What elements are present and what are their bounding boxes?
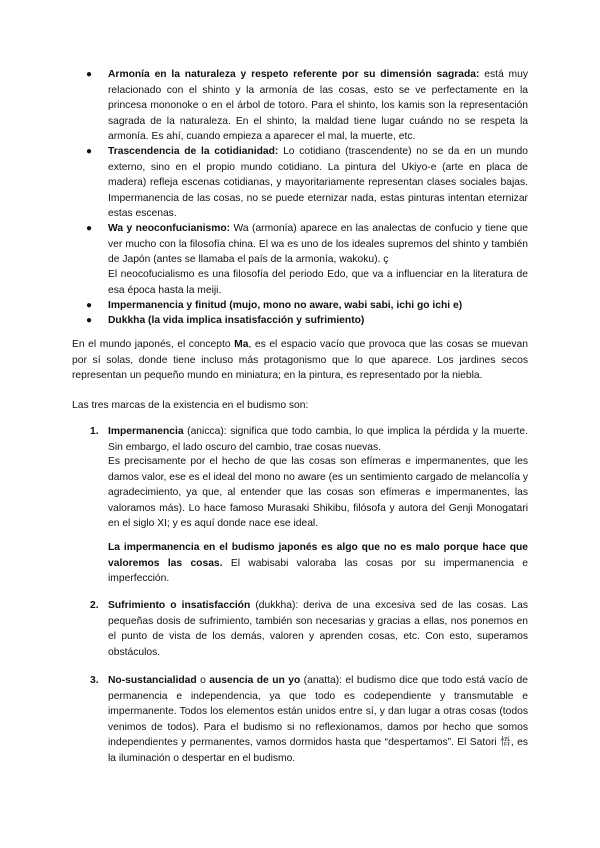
bullet-marker: ● xyxy=(86,223,93,234)
item-emphasis: La impermanencia en el budismo japonés es algo que no es malo porque hace que valoremos las cosas. xyxy=(108,542,528,569)
bullet-item-dukkha xyxy=(108,313,528,329)
item-heading-2: ausencia de un yo xyxy=(209,675,301,686)
bullet-marker: ● xyxy=(86,69,93,80)
numbered-item-sufrimiento xyxy=(108,598,528,660)
bullet-marker: ● xyxy=(86,300,93,311)
item-text: (anatta): el budismo dice que todo está vacío de permanencia e independencia, ya que todo es codependiente y transmutable e impermanente. Todos los elementos están unidos entre sí, y dan lugar a otras cosas (todos venimos de todos). Para el budismo si no reflexionamos, damos por hecho que somos independientes y permanentes, vamos dormidos hasta que “despertamos”. El Satori 悟, es la iluminación o despertar en el budismo. xyxy=(108,675,528,764)
list-number: 1. xyxy=(90,426,99,437)
bullet-text: Lo cotidiano (trascendente) no se da en un mundo externo, sino en el propio mundo cotidiano. La pintura del Ukiyo-e (arte en placa de madera) refleja escenas cotidianas, y mayoritariamente representan clases sociales bajas. Impermanencia de las cosas, no se puede eternizar nada, estas pinturas intentan eternizar estas escenas. xyxy=(108,146,528,219)
bullet-marker: ● xyxy=(86,146,93,157)
bullet-item-wa-extra: El neocofucialismo es una filosofía del periodo Edo, que va a influenciar en la literatura de esa época hasta la meiji. xyxy=(108,269,528,296)
bullet-heading: Impermanencia y finitud (mujo, mono no aware, wabi sabi, ichi go ichi e) xyxy=(108,300,463,311)
bullet-marker: ● xyxy=(86,315,93,326)
item-connector: o xyxy=(196,675,210,686)
bullet-item-cotidianidad xyxy=(108,144,528,222)
ma-text-pre: En el mundo japonés, el concepto xyxy=(72,339,235,350)
numbered-item-impermanencia xyxy=(108,424,528,455)
numbered-item-impermanencia-para2: Es precisamente por el hecho de que las cosas son efímeras e impermanentes, que les damos valor, ese es el ideal del mono no aware (es un sentimiento cargado de melancolía y agradecimiento, ya que, al entender que las cosas son efímeras e impermanentes, las valoramos más). Lo hace famoso Murasaki Shikibu, filósofa y autora del Genji Monogatari en el siglo XI; y es aquí donde nace ese ideal. xyxy=(108,456,528,529)
item-heading: Impermanencia xyxy=(108,426,184,437)
item-text: (dukkha): deriva de una excesiva sed de las cosas. Las pequeñas dosis de sufrimiento, también son necesarias y gracias a ellas, nos ponemos en el punto de vista de los demás, valoren y aprenden cosas, etc. Con esto, superamos obstáculos. xyxy=(108,600,528,658)
ma-term: Ma xyxy=(234,339,249,350)
bullet-heading: Dukkha (la vida implica insatisfacción y sufrimiento) xyxy=(108,315,365,326)
numbered-item-no-sustancialidad xyxy=(108,673,528,766)
bullet-text: Wa (armonía) aparece en las analectas de confucio y tiene que ver mucho con la filosofía china. El wa es uno de los ideales supremos del shinto y también de Japón (antes se llamaba el país de la armonía, wakoku). ç xyxy=(108,223,528,265)
item-text: (anicca): significa que todo cambia, lo que implica la pérdida y la muerte. Sin embargo, el lado oscuro del cambio, trae cosas nuevas. xyxy=(108,426,528,453)
bullet-text: está muy relacionado con el shinto y la armonía de las cosas, esto se ve perfectamente en la princesa mononoke o en el árbol de totoro. Para el shinto, los kamis son la representación sagrada de la naturaleza. En el shinto, la maldad tiene lugar cuándo no se respeta la armonía. Es ahí, cuando empieza a aparecer el mal, la muerte, etc. xyxy=(108,69,528,142)
bullet-item-armonia xyxy=(108,67,528,145)
item-heading: Sufrimiento o insatisfacción xyxy=(108,600,251,611)
list-number: 2. xyxy=(90,600,99,611)
ma-paragraph xyxy=(72,337,528,384)
ma-text-post: , es el espacio vacío que provoca que las cosas se muevan por sí solas, donde tiene incluso más protagonismo que lo que aparece. Los jardines secos representan un pequeño mundo en miniatura; en la pintura, es representado por la niebla. xyxy=(72,339,528,381)
list-number: 3. xyxy=(90,675,99,686)
marks-intro: Las tres marcas de la existencia en el budismo son: xyxy=(72,400,309,411)
item-heading: No-sustancialidad xyxy=(108,675,197,686)
item-text: El wabisabi valoraba las cosas por su impermanencia e imperfección. xyxy=(108,557,528,584)
bullet-heading: Armonía en la naturaleza y respeto referente por su dimensión sagrada: xyxy=(108,69,480,80)
numbered-item-impermanencia-para3 xyxy=(108,540,528,587)
bullet-heading: Wa y neoconfucianismo: xyxy=(108,223,231,234)
bullet-item-impermanencia xyxy=(108,298,528,314)
bullet-heading: Trascendencia de la cotidianidad: xyxy=(108,146,279,157)
bullet-item-wa xyxy=(108,221,528,268)
